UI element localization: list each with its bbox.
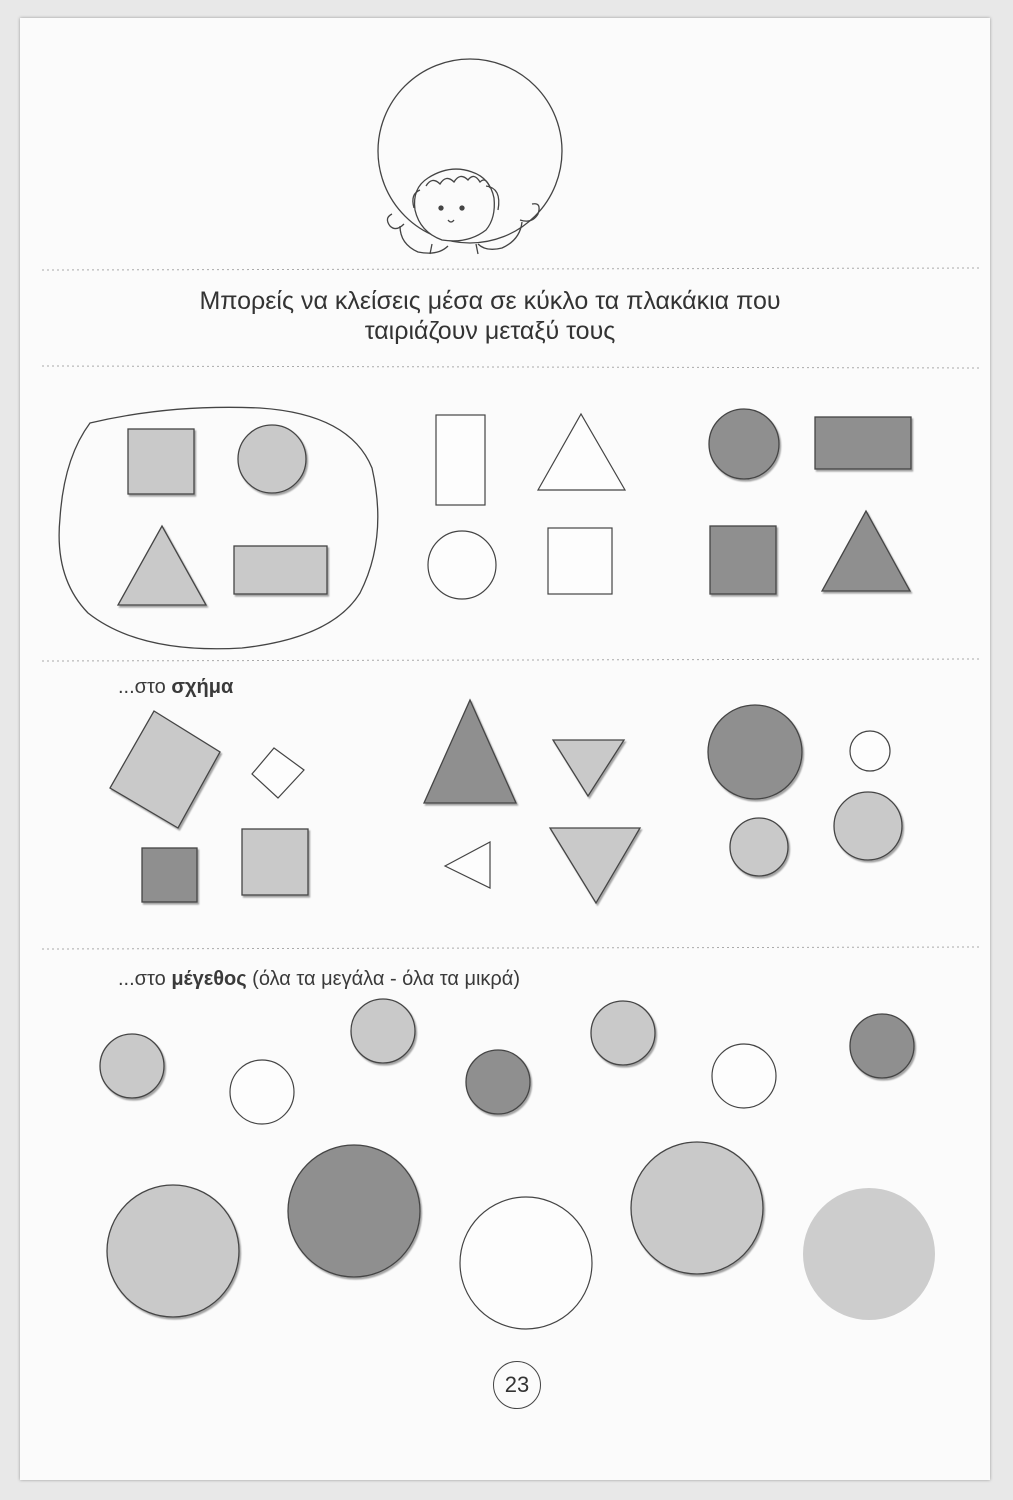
small-white-circle-1	[230, 1060, 294, 1124]
small-gray-circle-3	[591, 1001, 655, 1065]
medium-gray-circle	[730, 818, 788, 876]
small-gray-circle-1	[100, 1034, 164, 1098]
large-gray-circle-2	[631, 1142, 763, 1274]
size-section-small-circles[interactable]	[100, 999, 914, 1124]
shape-section-tiles[interactable]	[110, 700, 902, 903]
worksheet-illustrations	[20, 18, 990, 1480]
section-dividers	[42, 268, 980, 949]
small-gray-circle-2	[351, 999, 415, 1063]
white-square	[548, 528, 612, 594]
white-triangle	[538, 414, 625, 490]
shape-label-bold: σχήμα	[171, 676, 234, 698]
example-gray-rectangle	[234, 546, 327, 594]
tilted-large-gray-square	[110, 711, 220, 828]
gray-inverted-triangle	[553, 740, 624, 796]
shape-label-prefix: ...στο	[118, 676, 172, 698]
small-dark-circle-1	[466, 1050, 530, 1114]
large-gray-inverted-triangle	[550, 828, 640, 903]
dark-triangle	[822, 511, 910, 591]
large-light-circle-no-outline	[803, 1188, 935, 1320]
large-dark-circle	[708, 705, 802, 799]
small-dark-circle-2	[850, 1014, 914, 1078]
large-gray-circle-1	[107, 1185, 239, 1317]
size-label-suffix: (όλα τα μεγάλα - όλα τα μικρά)	[246, 968, 521, 990]
large-dark-triangle	[424, 700, 516, 803]
small-white-circle-2	[712, 1044, 776, 1108]
medium-gray-circle-right	[834, 792, 902, 860]
gray-square	[242, 829, 308, 895]
shape-section-label	[118, 676, 233, 699]
page-number: 23	[493, 1361, 541, 1409]
size-label-bold: μέγεθος	[171, 968, 247, 990]
example-gray-square	[128, 429, 194, 494]
white-left-pointing-triangle	[445, 842, 490, 888]
example-gray-circle	[238, 425, 306, 493]
large-white-circle	[460, 1197, 592, 1329]
white-tall-rectangle	[436, 415, 485, 505]
child-with-hoop-illustration	[378, 59, 562, 254]
size-label-prefix: ...στο	[118, 968, 172, 990]
small-dark-square	[142, 848, 197, 902]
dark-circle	[709, 409, 779, 479]
large-dark-circle-1	[288, 1145, 420, 1277]
white-circle	[428, 531, 496, 599]
example-gray-triangle	[118, 526, 206, 605]
workbook-page	[20, 18, 990, 1480]
dark-rectangle	[815, 417, 911, 469]
small-white-circle	[850, 731, 890, 771]
dark-square	[710, 526, 776, 594]
tilted-small-white-square	[252, 748, 304, 798]
size-section-large-circles[interactable]	[107, 1142, 935, 1329]
instruction-text: Μπορείς να κλείσεις μέσα σε κύκλο τα πλακάκια που ταιριάζουν μεταξύ τους	[199, 287, 781, 345]
size-section-label	[118, 968, 520, 991]
example-encircling-loop	[59, 407, 378, 648]
example-row	[59, 407, 911, 648]
